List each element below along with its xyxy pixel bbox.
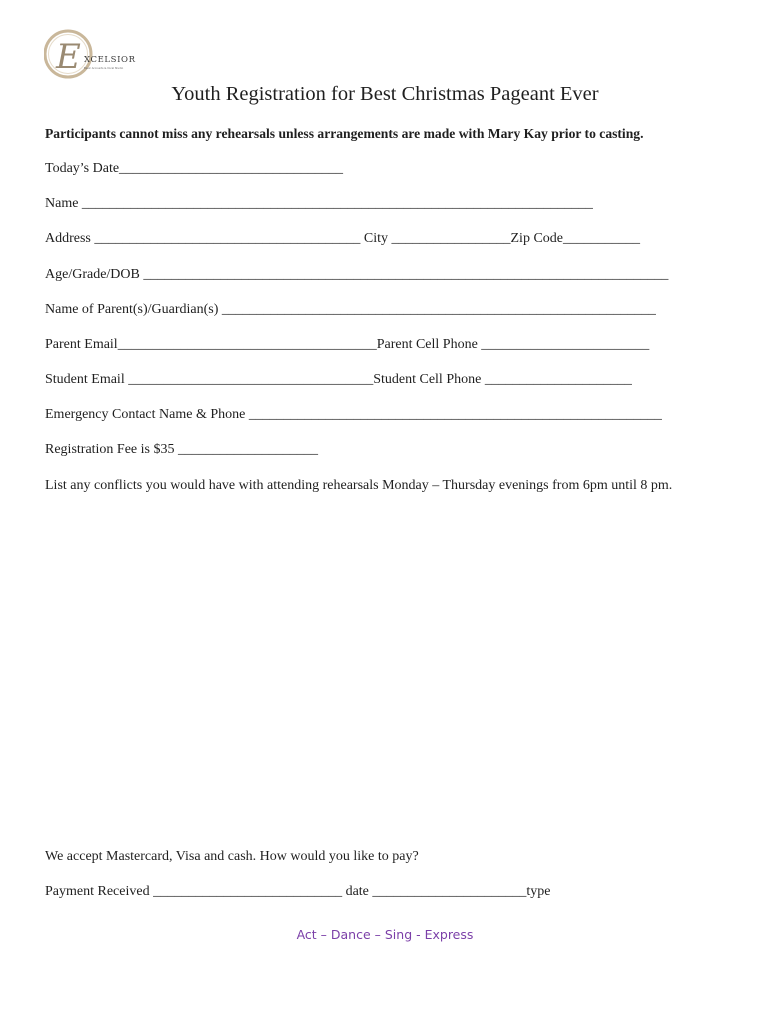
- conflicts-prompt: List any conflicts you would have with attending rehearsals Monday – Thursday evenings from 6pm until 8 pm.: [45, 478, 673, 493]
- excelsior-logo: [44, 28, 154, 84]
- registration-fee-field: Registration Fee is $35 ____________________: [45, 442, 318, 457]
- logo-subtitle: Basic Accounts & Vocal Studio: [84, 67, 124, 70]
- address-city-zip-field: Address ______________________________________ City _________________Zip Code___________: [45, 231, 640, 246]
- logo-initial: E: [56, 37, 81, 77]
- rehearsal-notice: Participants cannot miss any rehearsals unless arrangements are made with Mary Kay prior to casting.: [45, 126, 644, 141]
- parent-guardian-name-field: Name of Parent(s)/Guardian(s) ______________________________________________________________: [45, 302, 656, 317]
- footer-tagline: Act – Dance – Sing - Express: [296, 927, 474, 942]
- name-field: Name _________________________________________________________________________: [45, 196, 593, 211]
- payment-methods-text: We accept Mastercard, Visa and cash. How would you like to pay?: [45, 849, 419, 864]
- logo-wordmark: XCELSIOR: [84, 55, 136, 65]
- logo-emblem: [44, 28, 154, 84]
- form-title: Youth Registration for Best Christmas Pageant Ever: [171, 83, 599, 105]
- parent-email-phone-field: Parent Email_____________________________________Parent Cell Phone ________________________: [45, 337, 650, 352]
- student-email-phone-field: Student Email ___________________________________Student Cell Phone _____________________: [45, 372, 632, 387]
- age-grade-dob-field: Age/Grade/DOB ___________________________________________________________________________: [45, 267, 669, 282]
- todays-date-field: Today’s Date________________________________: [45, 161, 344, 176]
- payment-received-field: Payment Received ___________________________ date ______________________type: [45, 884, 551, 899]
- emergency-contact-field: Emergency Contact Name & Phone ___________________________________________________________: [45, 407, 662, 422]
